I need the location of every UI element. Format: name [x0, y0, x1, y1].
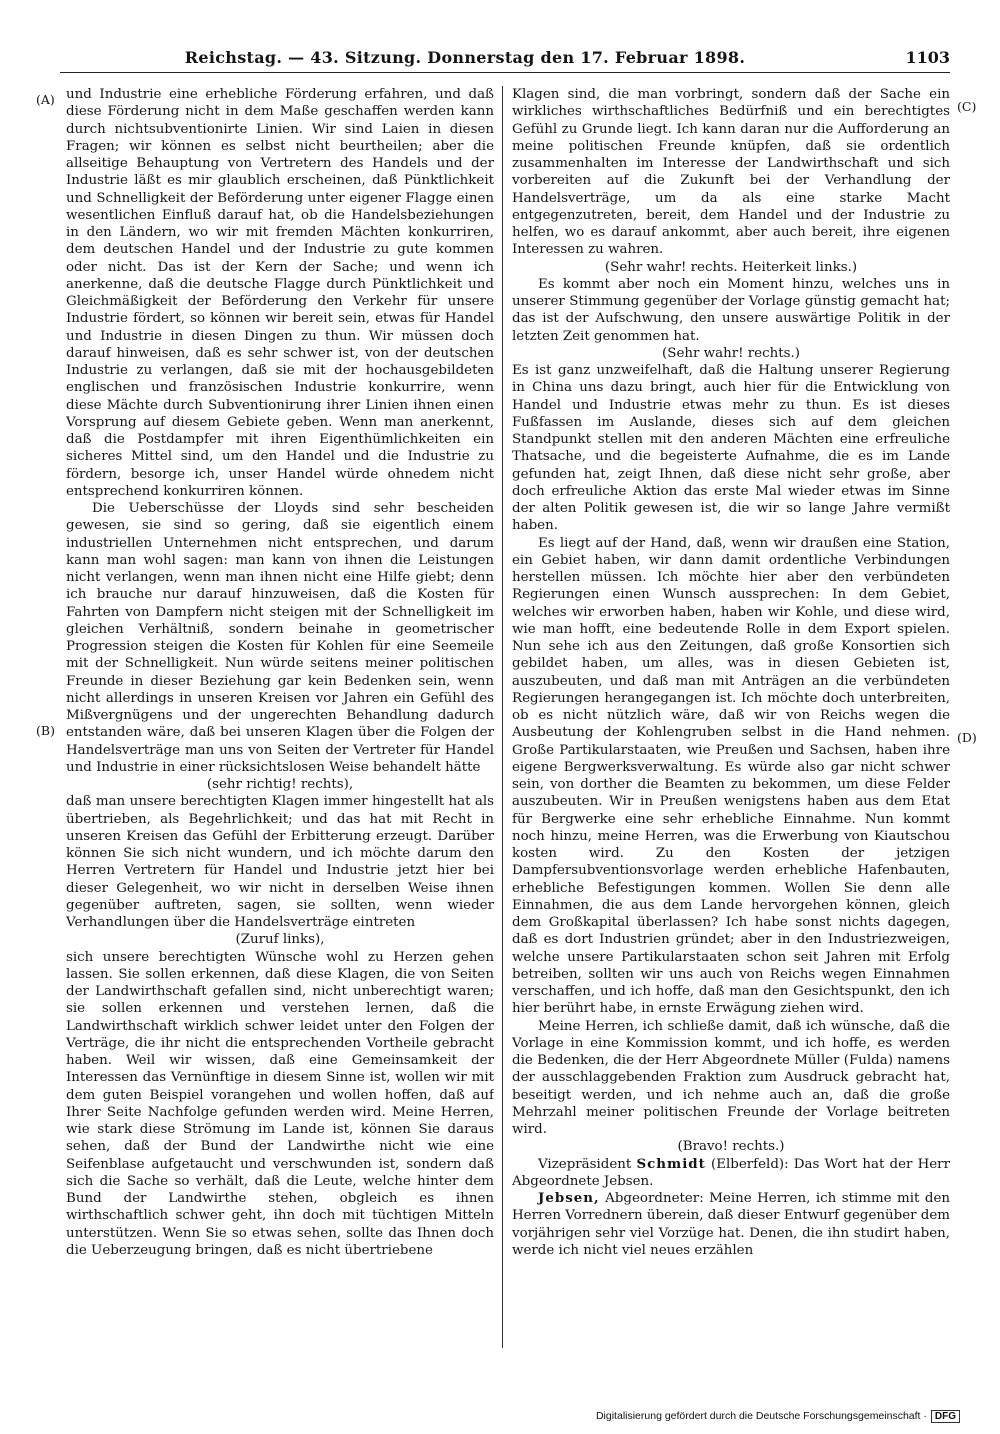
digitization-credit: [596, 1410, 960, 1423]
paragraph: Es liegt auf der Hand, daß, wenn wir draußen eine Station, ein Gebiet haben, wir dann damit ordentliche Verbindungen herstellen müssen. Ich möchte hier aber den verbündeten Regierungen einen Wunsch aussprechen: In dem Gebiet, welches wir erworben haben, haben wir Kohle, und diese wird, wie man hofft, eine bedeutende Rolle in dem Export spielen. Nun sehe ich aus den Zeitungen, daß große Konsortien sich gebildet haben, um alles, was in diesen Gebieten ist, auszubeuten, und daß man mit Anträgen an die verbündeten Regierungen herangegangen ist. Ich möchte doch unterbreiten, ob es nicht nützlich wäre, daß wir von Reichs wegen die Ausbeutung der Kohlengruben selbst in die Hand nehmen. Große Partikularstaaten, wie Preußen und Sachsen, haben ihre eigene Bergwerksverwaltung. Es würde also gar nicht schwer sein, von dorther die Beamten zu bekommen, um diese Felder auszubeuten. Wir in Preußen wenigstens haben aus dem Etat für Bergwerke eine sehr erhebliche Einnahme. Nun kommt noch hinzu, meine Herren, was die Erwerbung von Kiautschou kosten wird. Zu den Kosten der jetzigen Dampfersubventionsvorlage werden erhebliche Hafenbauten, erhebliche Befestigungen kommen. Wollen Sie denn alle Einnahmen, die aus dem Lande hervorgehen können, gleich dem Großkapital überlassen? Ich habe sonst nichts dagegen, daß es dort Industrien gründet; aber in den Industriezweigen, welche unsere Partikularstaaten schon seit Jahren mit Erfolg betreiben, sollten wir uns auch von Reichs wegen Einnahmen verschaffen, und ich hoffe, daß man den Gesichtspunkt, den ich hier berührt habe, in ernste Erwägung ziehen wird.: [512, 535, 950, 1017]
paragraph: daß man unsere berechtigten Klagen immer hingestellt hat als übertrieben, als Begehrlichkeit; und das hat mit Recht in unseren Kreisen das Gefühl der Erbitterung erzeugt. Darüber können Sie sich nicht wundern, und ich möchte darum den Herren Vertretern für Handel und Industrie jetzt hier bei dieser Gelegenheit, wo wir nicht in derselben Weise ihnen gegenüber auftreten, sagen, sie sollten, wenn wieder Verhandlungen über die Handelsverträge eintreten: [66, 794, 494, 930]
paragraph: Klagen sind, die man vorbringt, sondern daß der Sache ein wirkliches wirthschaftliches Bedürfniß und ein berechtigtes Gefühl zu Grunde liegt. Ich kann daran nur die Aufforderung an meine politischen Freunde knüpfen, daß sie ordentlich zusammenhalten im Interesse der Landwirthschaft und sich vorbereiten auf die Zukunft bei der Verhandlung der Handelsverträge, um da als eine starke Macht entgegenzutreten, bereit, dem Handel und der Industrie zu helfen, wo es darauf ankommt, aber auch bereit, ihre eigenen Interessen zu wahren.: [512, 87, 950, 258]
running-title: Reichstag. — 43. Sitzung. Donnerstag den 17. Februar 1898.: [184, 48, 746, 67]
column-divider: [502, 86, 503, 1348]
paragraph: Die Ueberschüsse der Lloyds sind sehr bescheiden gewesen, sie sind so gering, daß sie eigentlich einem industriellen Unternehmen nicht entsprechen, und darum kann man wohl sagen: man kann von ihnen die Leistungen nicht verlangen, wenn man ihnen nicht eine Hilfe giebt; denn ich brauche nur darauf hinzuweisen, daß die Kosten für Fahrten von Dampfern nicht steigen mit der Schnelligkeit im gleichen Verhältniß, sondern beinahe in geometrischer Progression steigen die Kosten für Kohlen für eine Seemeile mit der Schnelligkeit. Nun würde seitens meiner politischen Freunde in dieser Beziehung gar kein Bedenken sein, wenn nicht allerdings in unseren Kreisen vor Jahren ein Gefühl des Mißvergnügens und der ungerechten Behandlung dadurch entstanden wäre, daß bei unseren Klagen über die Folgen der Handelsverträge man uns von Seiten der Vertreter für Handel und Industrie in einer rücksichtslosen Weise behandelt hätte: [66, 501, 494, 775]
speaker-paragraph-jebsen: [512, 1190, 950, 1259]
margin-marker-c: (C): [957, 99, 977, 114]
speaker-name: Jebsen,: [538, 1190, 600, 1206]
interjection: (Zuruf links),: [235, 932, 325, 948]
running-header: [60, 46, 950, 73]
interjection: (Sehr wahr! rechts.): [662, 345, 800, 361]
page-number: 1103: [905, 48, 950, 67]
interjection: (sehr richtig! rechts),: [206, 777, 354, 792]
margin-marker-d: (D): [957, 730, 977, 745]
speaker-text: (Elberfeld): Das Wort hat der Herr Abgeordnete Jebsen.: [512, 1156, 950, 1189]
left-column: [66, 86, 494, 1348]
paragraph: Meine Herren, ich schließe damit, daß ich wünsche, daß die Vorlage in eine Kommission kommt, und ich hoffe, es werden die Bedenken, die der Herr Abgeordnete Müller (Fulda) namens der ausschlaggebenden Fraktion zum Ausdruck gebracht hat, beseitigt werden, und ich nehme auch an, daß die große Mehrzahl meiner politischen Freunde der Vorlage beitreten wird.: [512, 1018, 950, 1137]
speaker-title: Vizepräsident: [538, 1156, 632, 1172]
right-column: [512, 86, 950, 1348]
paragraph: sich unsere berechtigten Wünsche wohl zu Herzen gehen lassen. Sie sollen erkennen, daß diese Klagen, die von Seiten der Landwirthschaft gefallen sind, nicht unberechtigt waren; sie sollen erkennen und verstehen lernen, daß die Landwirthschaft wirklich schwer leidet unter den Folgen der Verträge, die ihr nicht die entsprechenden Vortheile gebracht haben. Weil wir wissen, daß eine Gemeinsamkeit der Interessen das Vernünftige in diesem Sinne ist, wollen wir mit dem guten Beispiel vorangehen und wollen hoffen, daß auf Ihrer Seite Nachfolge gefunden werden wird. Meine Herren, wie stark diese Strömung im Lande ist, können Sie daraus sehen, daß der Bund der Landwirthe nicht wie eine Seifenblase aufgetaucht und verschwunden ist, sondern daß sich die Sache so verhält, daß die Leute, welche hinter dem Bund der Landwirthe stehen, obgleich es ihnen wirthschaftlich schwer geht, ihn doch mit tüchtigen Mitteln unterstützen. Wenn Sie so etwas sehen, sollte das Ihnen doch die Ueberzeugung bringen, daß es nicht übertriebene: [66, 949, 494, 1258]
dfg-logo: DFG: [931, 1410, 960, 1423]
paragraph: und Industrie eine erhebliche Förderung erfahren, und daß diese Förderung nicht in dem Maße geschaffen werden kann durch nichtsubventionirte Linien. Wir sind Laien in diesen Fragen; wir können es selbst nicht beurtheilen; aber die allseitige Behauptung von Vertretern des Handels und der Industrie läßt es mir glaublich erscheinen, daß Pünktlichkeit und Schnelligkeit der Beförderung unter eigener Flagge einen wesentlichen Einfluß darauf hat, ob die Handelsbeziehungen in den Ländern, wo wir mit fremden Mächten konkurriren, dem deutschen Handel und der Industrie zu gute kommen oder nicht. Das ist der Kern der Sache; und wenn ich anerkenne, daß die deutsche Flagge durch Pünktlichkeit und Gleichmäßigkeit der Beförderung den Verkehr für unsere Industrie fördert, so können wir bereit sein, etwas für Handel und Industrie in diesen Dingen zu thun. Wir müssen doch darauf hinweisen, daß es sehr schwer ist, von der deutschen Industrie zu verlangen, daß sie mit der hochausgebildeten englischen und französischen Industrie konkurrire, wenn diese Mächte durch Subventionirung ihrer Linien ihnen einen Vorsprung auf diesem Gebiete geben. Wenn man anerkennt, daß die Postdampfer mit ihren Eigenthümlichkeiten ein sicheres Mittel sind, um den Handel und die Industrie zu fördern, besorge ich, unser Handel würde ohnedem nicht entsprechend konkurriren können.: [66, 87, 494, 499]
paragraph: Es ist ganz unzweifelhaft, daß die Haltung unserer Regierung in China uns dazu bringt, auch hier für die Entwicklung von Handel und Industrie etwas mehr zu thun. Es ist dieses Fußfassen im Auslande, dieses sich auf dem gleichen Standpunkt stellen mit den anderen Mächten eine erfreuliche Thatsache, und die begeisterte Aufnahme, die es im Lande gefunden hat, zeigt Ihnen, daß diese nicht sehr große, aber doch erfreuliche Aktion das erste Mal wieder etwas im Sinne der alten Politik gewesen ist, die wir so lange Jahre vermißt haben.: [512, 363, 950, 534]
margin-marker-b: (B): [36, 723, 55, 738]
credit-text: Digitalisierung gefördert durch die Deutsche Forschungsgemeinschaft ·: [595, 1410, 927, 1422]
interjection: (Bravo! rechts.): [677, 1139, 785, 1155]
paragraph: Es kommt aber noch ein Moment hinzu, welches uns in unserer Stimmung gegenüber der Vorlage günstig gemacht hat; das ist der Aufschwung, den unsere auswärtige Politik in der letzten Zeit genommen hat.: [512, 276, 950, 344]
margin-marker-a: (A): [36, 92, 55, 107]
speaker-paragraph-vizepraesident: [512, 1156, 950, 1191]
speaker-text: Abgeordneter: Meine Herren, ich stimme mit den Herren Vorrednern überein, daß dieser Entwurf gegenüber dem vorjährigen sehr viel Vorzüge hat. Denen, die ihn studirt haben, werde ich nicht viel neues erzählen: [512, 1191, 950, 1258]
speaker-name: Schmidt: [636, 1155, 706, 1172]
interjection: (Sehr wahr! rechts. Heiterkeit links.): [604, 259, 858, 275]
